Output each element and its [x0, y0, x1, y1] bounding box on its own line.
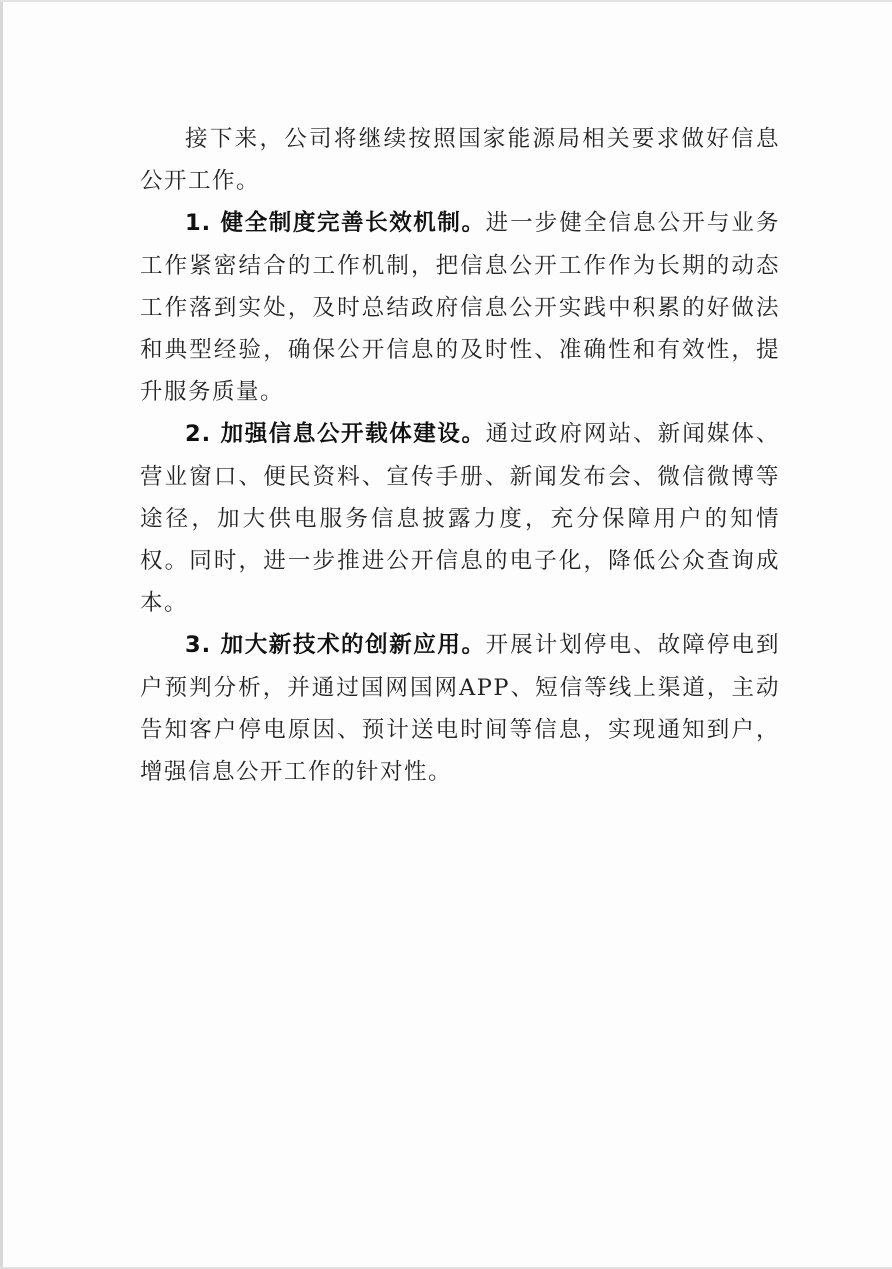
item-paragraph-1 — [140, 202, 780, 413]
document-body — [140, 118, 780, 793]
intro-paragraph: 接下来，公司将继续按照国家能源局相关要求做好信息公开工作。 — [140, 126, 780, 195]
item-text-2: 通过政府网站、新闻媒体、营业窗口、便民资料、宣传手册、新闻发布会、微信微博等途径，加大供电服务信息披露力度，充分保障用户的知情权。同时，进一步推进公开信息的电子化，降低公众查询成本。 — [140, 421, 780, 617]
item-text-3: 开展计划停电、故障停电到户预判分析，并通过国网国网APP、短信等线上渠道，主动告知客户停电原因、预计送电时间等信息，实现通知到户，增强信息公开工作的针对性。 — [140, 632, 780, 786]
item-heading-1: 1. 健全制度完善长效机制。 — [185, 210, 486, 237]
item-text-1: 进一步健全信息公开与业务工作紧密结合的工作机制，把信息公开工作作为长期的动态工作落到实处，及时总结政府信息公开实践中积累的好做法和典型经验，确保公开信息的及时性、准确性和有效性，提升服务质量。 — [140, 210, 780, 406]
item-heading-2: 2. 加强信息公开载体建设。 — [185, 421, 486, 448]
scan-edge-left — [0, 0, 3, 1269]
item-heading-3: 3. 加大新技术的创新应用。 — [185, 632, 486, 659]
item-paragraph-3 — [140, 624, 780, 793]
item-paragraph-2 — [140, 413, 780, 624]
scan-edge-top — [0, 0, 892, 2]
